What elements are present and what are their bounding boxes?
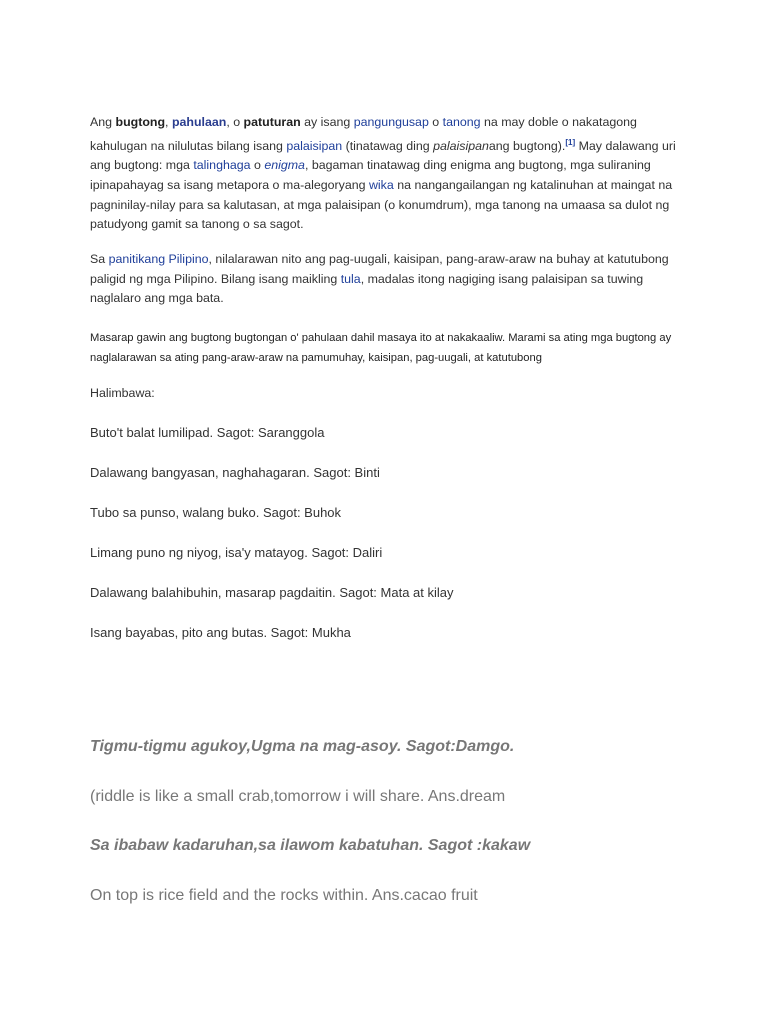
text: , bagaman tinatawag ding enigma ang bugtong, mga suliraning ipinapahayag sa isang metapora o ma-alegoryang <box>90 158 651 192</box>
riddle-1: Tigmu-tigmu agukoy,Ugma na mag-asoy. Sagot:Damgo. <box>90 738 515 755</box>
link-pahulaan[interactable]: pahulaan <box>171 115 227 129</box>
link-enigma[interactable]: enigma <box>264 158 305 173</box>
example-6: Isang bayabas, pito ang butas. Sagot: Mukha <box>90 625 351 640</box>
reference-link[interactable]: [1] <box>565 137 576 147</box>
italic-palaisipan: palaisipan <box>433 138 489 153</box>
link-pangungusap[interactable]: pangungusap <box>353 115 429 129</box>
riddle-2-translation: On top is rice field and the rocks within. Ans.cacao fruit <box>90 887 478 904</box>
link-talinghaga[interactable]: talinghaga <box>193 158 251 173</box>
link-tanong[interactable]: tanong <box>442 115 481 129</box>
literature-paragraph <box>90 250 690 309</box>
text: , <box>165 115 172 129</box>
text: , o <box>226 115 244 129</box>
text: ay isang <box>300 115 354 129</box>
text: Sa <box>90 252 109 266</box>
link-tula[interactable]: tula <box>340 271 361 286</box>
term-bugtong: bugtong <box>115 115 166 129</box>
example-5: Dalawang balahibuhin, masarap pagdaitin. Sagot: Mata at kilay <box>90 585 454 600</box>
note-paragraph: Masarap gawin ang bugtong bugtongan o' pahulaan dahil masaya ito at nakakaaliw. Marami sa ating mga bugtong ay naglalarawan sa ating pang-araw-araw na pamumuhay, kaisipan, pag-uugali, at katutubong <box>90 332 672 364</box>
example-4: Limang puno ng niyog, isa'y matayog. Sagot: Daliri <box>90 545 383 560</box>
examples-heading: Halimbawa: <box>90 386 155 400</box>
text: o <box>428 115 443 129</box>
riddle-1-translation: (riddle is like a small crab,tomorrow i will share. Ans.dream <box>90 788 506 805</box>
text: May dalawang uri ang bugtong: mga <box>90 138 676 173</box>
link-palaisipan[interactable]: palaisipan <box>286 138 343 153</box>
example-2: Dalawang bangyasan, naghahagaran. Sagot: Binti <box>90 465 380 480</box>
intro-paragraph <box>90 113 690 235</box>
example-3: Tubo sa punso, walang buko. Sagot: Buhok <box>90 505 342 520</box>
text: na may doble o nakatagong kahulugan na nilulutas bilang isang <box>90 115 637 153</box>
riddle-2: Sa ibabaw kadaruhan,sa ilawom kabatuhan. Sagot :kakaw <box>90 837 531 854</box>
term-patuturan: patuturan <box>243 115 301 129</box>
text: (tinatawag ding <box>342 138 434 153</box>
text: o <box>250 158 265 173</box>
text: , nilalarawan nito ang pag-uugali, kaisipan, pang-araw-araw na buhay at katutubong paligid ng mga Pilipino. Bilang isang maikling <box>90 252 669 286</box>
example-1: Buto't balat lumilipad. Sagot: Saranggola <box>90 425 325 440</box>
text: Ang <box>90 115 116 129</box>
text: , madalas itong nagiging isang palaisipan sa tuwing naglalaro ang mga bata. <box>90 271 644 306</box>
text: na nangangailangan ng katalinuhan at maingat na pagninilay-nilay para sa kalutasan, at mga palaisipan (o konumdrum), mga tanong na umaasa sa dulot ng patudyong gamit sa tanong o sa sagot. <box>90 177 673 232</box>
link-wika[interactable]: wika <box>368 177 394 192</box>
text: ang bugtong). <box>488 138 566 153</box>
link-panitikang-pilipino[interactable]: panitikang Pilipino <box>108 252 209 266</box>
